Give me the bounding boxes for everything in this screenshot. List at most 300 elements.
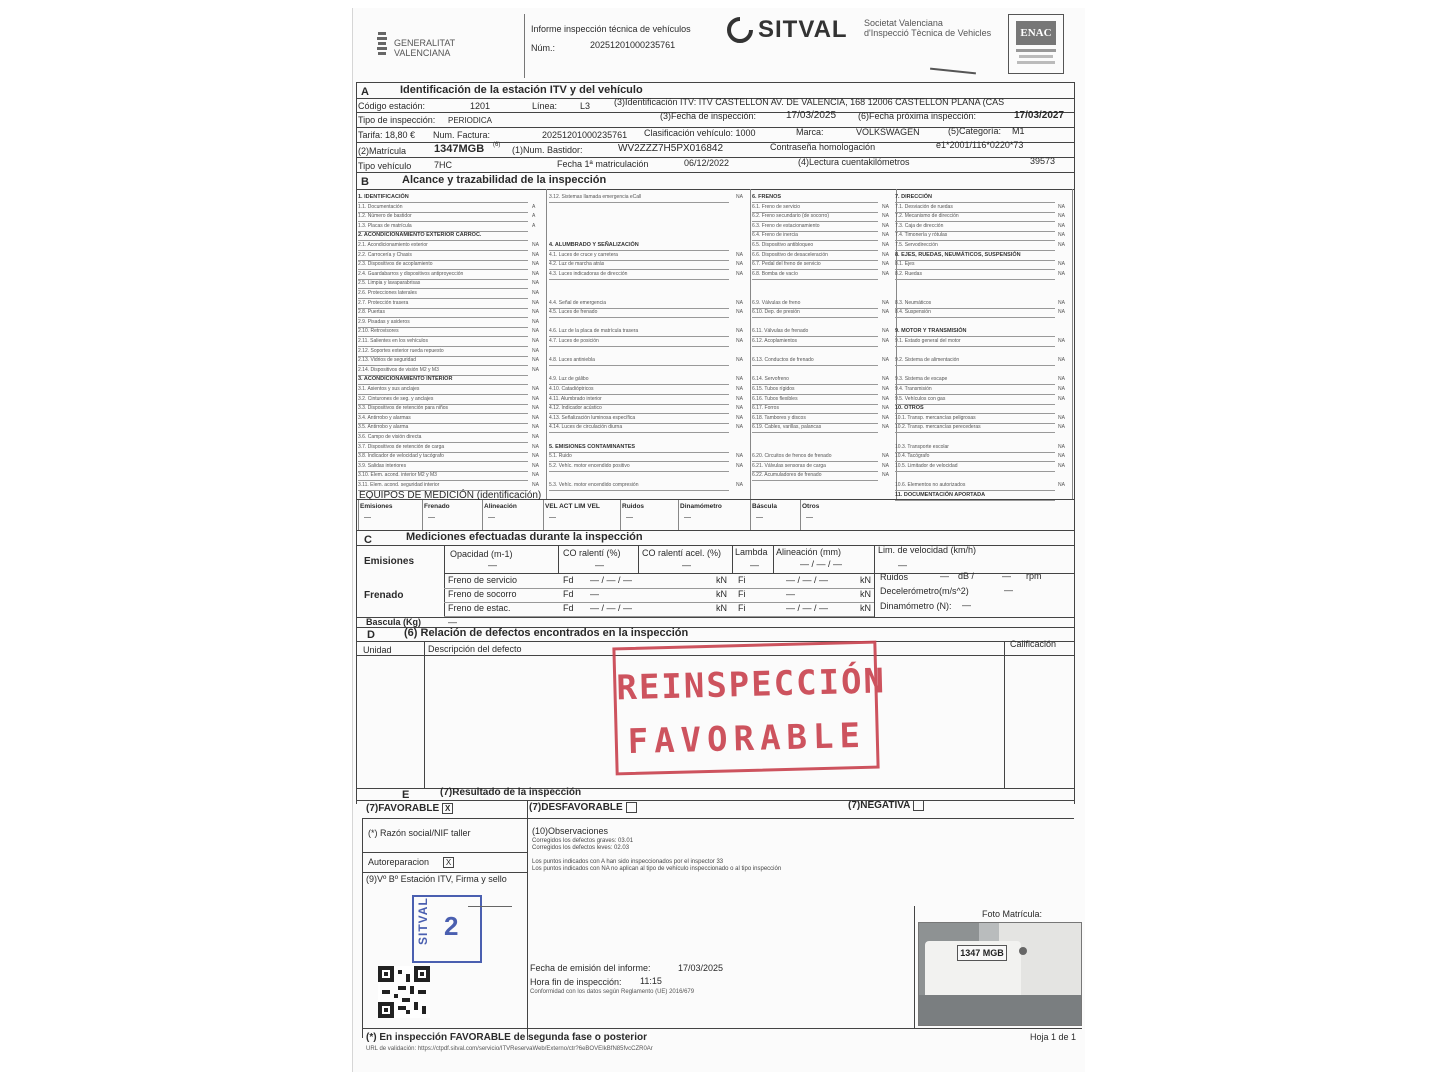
checklist-item: 4.8. Luces antiniebla bbox=[549, 355, 729, 366]
fi-value: — / — / — bbox=[786, 603, 829, 613]
checklist-flag: NA bbox=[532, 462, 539, 469]
checklist-flag: NA bbox=[736, 386, 743, 392]
kn-unit: kN bbox=[716, 575, 727, 585]
checklist-group-heading: 2. ACONDICIONAMIENTO EXTERIOR CARROC. bbox=[358, 230, 528, 241]
equipo-divider bbox=[482, 500, 483, 530]
opacidad-value: — bbox=[488, 560, 497, 570]
checklist-flag: NA bbox=[532, 242, 539, 248]
foto-matricula-label: Foto Matrícula: bbox=[982, 909, 1043, 919]
lim-velocidad-label: Lim. de velocidad (km/h) bbox=[878, 545, 977, 555]
checklist-item: 6.20. Circuitos de frenos de frenado bbox=[752, 451, 878, 462]
bascula-label: Bascula (Kg) bbox=[366, 617, 422, 627]
checklist-item: 3.2. Cinturones de seg. y anclajes bbox=[358, 394, 528, 405]
opacidad-label: Opacidad (m-1) bbox=[450, 549, 513, 559]
checklist-item: 8.4. Suspensión bbox=[895, 307, 1055, 318]
checklist-flag: NA bbox=[532, 299, 539, 306]
contrasena-value: e1*2001/116*0220*73 bbox=[936, 140, 1024, 150]
checklist-item: 2.8. Puertas bbox=[358, 307, 528, 318]
checklist-flag: NA bbox=[1058, 222, 1065, 229]
autoreparacion-label: Autoreparacion X bbox=[368, 857, 454, 868]
kn-unit: kN bbox=[860, 575, 871, 585]
checklist-item: 2.1. Acondicionamiento exterior bbox=[358, 240, 528, 251]
checklist-flag: NA bbox=[736, 482, 743, 488]
checklist-item: 2.2. Carrocería y Chasis bbox=[358, 250, 528, 261]
checklist-flag: NA bbox=[532, 309, 539, 316]
checklist-item: 6.10. Dep. de presión bbox=[752, 307, 878, 318]
checklist-item: 3.10. Elem. acond. interior M2 y M3 bbox=[358, 470, 528, 481]
checklist-item: 9.3. Sistema de escape bbox=[895, 374, 1055, 385]
equipo-medicion-label: Báscula bbox=[752, 503, 777, 510]
checklist-flag: NA bbox=[532, 424, 539, 431]
section-e-letter: E bbox=[402, 789, 410, 801]
generalitat-name: GENERALITAT VALENCIANA bbox=[394, 38, 456, 58]
bastidor-label: (1)Num. Bastidor: bbox=[512, 145, 583, 155]
checklist-item: 1.2. Número de bastidor bbox=[358, 211, 528, 222]
checklist-flag: NA bbox=[882, 222, 889, 229]
checklist-item: 7.3. Caja de dirección bbox=[895, 221, 1055, 232]
checklist-group-heading: 9. MOTOR Y TRANSMISIÓN bbox=[895, 326, 1055, 337]
lectura-km-value: 39573 bbox=[1030, 156, 1056, 166]
decelerometro-value: — bbox=[1004, 585, 1013, 595]
checklist-group-heading: 11. DOCUMENTACIÓN APORTADA bbox=[895, 490, 1055, 501]
checklist-item: 2.10. Retrovisores bbox=[358, 326, 528, 337]
enac-badge: ENAC bbox=[1008, 14, 1064, 74]
checklist-group-heading: 6. FRENOS bbox=[752, 192, 878, 203]
checklist-group-heading: 10. OTROS bbox=[895, 403, 1055, 414]
checklist-flag: NA bbox=[1058, 395, 1065, 402]
checklist-flag: NA bbox=[736, 453, 743, 460]
validation-url[interactable]: URL de validación: https://ctpdf.sitval.com/servicio/ITVReservaWeb/Externo/ctr?6eBOVEIkBfN85fvcCZR0Ar bbox=[366, 1046, 653, 1052]
checklist-flag: NA bbox=[736, 424, 743, 431]
result-favorable[interactable]: (7)FAVORABLE X bbox=[366, 803, 453, 814]
section-c-letter: C bbox=[364, 534, 372, 546]
checklist-flag: NA bbox=[736, 270, 743, 277]
checklist-item: 6.13. Conductos de frenado bbox=[752, 355, 878, 366]
checklist-flag: NA bbox=[882, 357, 889, 364]
contrasena-label: Contraseña homologación bbox=[770, 142, 876, 152]
checklist-flag: NA bbox=[532, 414, 539, 421]
lim-velocidad-value: — bbox=[898, 560, 907, 570]
checklist-item: 4.10. Catadióptricos bbox=[549, 384, 729, 395]
observacion-line: Los puntos indicados con A han sido inspeccionados por el inspector 33 bbox=[532, 859, 724, 865]
equipo-divider bbox=[543, 500, 544, 530]
fecha-proxima-value: 17/03/2027 bbox=[1014, 110, 1065, 121]
defect-calif-header: Calificación bbox=[1010, 639, 1057, 649]
equipo-divider bbox=[678, 500, 679, 530]
checklist-flag: NA bbox=[882, 386, 889, 392]
checklist-item: 9.5. Vehículos con gas bbox=[895, 394, 1055, 405]
checklist-flag: NA bbox=[1058, 203, 1065, 210]
section-c-title: Mediciones efectuadas durante la inspección bbox=[406, 531, 643, 543]
checklist-item: 4.12. Indicador acústico bbox=[549, 403, 729, 414]
checklist-flag: NA bbox=[532, 453, 539, 460]
fi-label: Fi bbox=[738, 575, 746, 585]
section-d-letter: D bbox=[367, 629, 375, 641]
checklist-flag: NA bbox=[882, 328, 889, 335]
checklist-column-divider bbox=[546, 189, 547, 499]
checklist-item: 10.5. Limitador de velocidad bbox=[895, 461, 1055, 472]
checklist-flag: A bbox=[532, 222, 536, 229]
checklist-flag: NA bbox=[532, 366, 539, 373]
dinamometro-value: — bbox=[962, 600, 971, 610]
checklist-flag: NA bbox=[532, 251, 539, 258]
result-desfavorable[interactable]: (7)DESFAVORABLE bbox=[529, 802, 637, 813]
hora-fin-value: 11:15 bbox=[640, 976, 662, 986]
checklist-flag: NA bbox=[1058, 414, 1065, 421]
kn-unit: kN bbox=[716, 589, 727, 599]
co-ralenti-value: — bbox=[595, 560, 604, 570]
favorable-checkbox[interactable]: X bbox=[442, 803, 453, 814]
co-ralenti-acel-value: — bbox=[682, 560, 691, 570]
categoria-label: (5)Categoría: bbox=[948, 126, 1002, 136]
checklist-item: 7.5. Servodirección bbox=[895, 240, 1055, 251]
tipo-inspeccion-label: Tipo de inspección: bbox=[358, 115, 436, 125]
checklist-flag: NA bbox=[532, 347, 539, 354]
checklist-flag: NA bbox=[882, 376, 889, 383]
fecha-emision-value: 17/03/2025 bbox=[678, 963, 724, 973]
checklist-item: 4.13. Señalización luminosa específica bbox=[549, 413, 729, 424]
checklist-flag: NA bbox=[882, 270, 889, 277]
fd-value: — / — / — bbox=[590, 603, 633, 613]
checklist-flag: NA bbox=[882, 299, 889, 306]
brand-subtitle: Societat Valenciana d'Inspecció Tècnica de Vehicles bbox=[864, 18, 992, 38]
checklist-flag: NA bbox=[882, 424, 889, 431]
checklist-item: 3.5. Antirrobo y alarma bbox=[358, 422, 528, 433]
page-number: Hoja 1 de 1 bbox=[1030, 1032, 1077, 1042]
razon-social-label: (*) Razón social/NIF taller bbox=[368, 828, 471, 838]
plate-photo: 1347 MGB bbox=[918, 922, 1082, 1026]
checklist-item: 2.14. Dispositivos de visión M2 y M3 bbox=[358, 365, 528, 376]
checklist-item: 10.3. Transporte escolar bbox=[895, 442, 1055, 453]
equipo-medicion-label: Alineación bbox=[484, 503, 517, 510]
conformidad-note: Conformidad con los datos según Reglamento (UE) 2016/679 bbox=[530, 989, 695, 995]
fecha-inspeccion-label: (3)Fecha de inspección: bbox=[660, 111, 757, 121]
lectura-km-label: (4)Lectura cuentakilómetros bbox=[798, 157, 910, 167]
fecha-proxima-label: (6)Fecha próxima inspección: bbox=[858, 111, 977, 121]
checklist-flag: NA bbox=[882, 251, 889, 258]
checklist-item: 10.6. Elementos no autorizados bbox=[895, 480, 1055, 491]
fd-label: Fd bbox=[563, 589, 574, 599]
matricula-label: (2)Matrícula bbox=[358, 146, 407, 156]
checklist-item: 6.14. Servofreno bbox=[752, 374, 878, 385]
section-b-letter: B bbox=[361, 176, 369, 188]
checklist-flag: NA bbox=[532, 270, 539, 277]
qr-code bbox=[378, 966, 430, 1018]
checklist-flag: NA bbox=[532, 472, 539, 479]
checklist-flag: NA bbox=[736, 299, 743, 306]
result-negativa[interactable]: (7)NEGATIVA bbox=[848, 800, 924, 811]
co-ralenti-label: CO ralentí (%) bbox=[563, 548, 621, 558]
checklist-flag: NA bbox=[532, 395, 539, 402]
checklist-flag: NA bbox=[1058, 376, 1065, 383]
checklist-item: 7.2. Mecanismo de dirección bbox=[895, 211, 1055, 222]
tipo-inspeccion-value: PERIODICA bbox=[448, 116, 493, 125]
checklist-flag: NA bbox=[882, 203, 889, 210]
checklist-item: 2.5. Limpia y lavaparabrisas bbox=[358, 278, 528, 289]
equipo-medicion-label: Otros bbox=[802, 503, 820, 510]
checklist-item: 6.16. Tubos flexibles bbox=[752, 394, 878, 405]
observacion-line: Los puntos indicados con NA no aplican al tipo de vehículo inspeccionado o al tipo inspección bbox=[532, 866, 782, 872]
fi-value: — / — / — bbox=[786, 575, 829, 585]
checklist-item: 3.9. Salidas interiores bbox=[358, 461, 528, 472]
checklist-flag: NA bbox=[1058, 213, 1065, 220]
checklist-item: 4.6. Luz de la placa de matrícula trasera bbox=[549, 326, 729, 337]
checklist-item: 3.1. Asientos y sus anclajes bbox=[358, 384, 528, 395]
checklist-item: 6.19. Cables, varillas, palancas bbox=[752, 422, 878, 433]
checklist-item: 6.2. Freno secundario (de socorro) bbox=[752, 211, 878, 222]
equipo-medicion-label: Dinamómetro bbox=[680, 503, 722, 510]
db-unit: dB / bbox=[958, 571, 975, 581]
equipo-medicion-label: VEL ACT LIM VEL bbox=[545, 503, 600, 510]
checklist-item: 6.9. Válvulas de freno bbox=[752, 298, 878, 309]
emisiones-label: Emisiones bbox=[364, 556, 415, 567]
checklist-flag: NA bbox=[736, 338, 743, 344]
checklist-flag: NA bbox=[1058, 232, 1065, 239]
equipo-divider bbox=[422, 500, 423, 530]
checklist-flag: NA bbox=[1058, 453, 1065, 460]
fecha-inspeccion-value: 17/03/2025 bbox=[786, 110, 837, 121]
dinamometro-label: Dinamómetro (N): bbox=[880, 601, 952, 611]
checklist-item: 2.6. Protecciones laterales bbox=[358, 288, 528, 299]
checklist-flag: NA bbox=[532, 261, 539, 268]
checklist-item: 6.1. Freno de servicio bbox=[752, 202, 878, 213]
checklist-flag: NA bbox=[532, 405, 539, 412]
hora-fin-label: Hora fin de inspección: bbox=[530, 977, 622, 987]
num-label: Núm.: bbox=[531, 43, 556, 53]
checklist-item: 6.5. Dispositivo antibloqueo bbox=[752, 240, 878, 251]
checklist-flag: NA bbox=[1058, 462, 1065, 469]
checklist-item: 2.3. Dispositivos de acoplamiento bbox=[358, 259, 528, 270]
checklist-flag: NA bbox=[882, 338, 889, 344]
fd-value: — bbox=[590, 589, 599, 599]
checklist-flag: NA bbox=[736, 194, 743, 200]
checklist-flag: NA bbox=[882, 414, 889, 421]
section-b-title: Alcance y trazabilidad de la inspección bbox=[402, 174, 607, 186]
observaciones-list bbox=[532, 838, 781, 873]
checklist-item: 3.7. Dispositivos de retención de carga bbox=[358, 442, 528, 453]
marca-label: Marca: bbox=[796, 127, 824, 137]
negativa-checkbox[interactable] bbox=[913, 800, 924, 811]
fi-label: Fi bbox=[738, 589, 746, 599]
checklist-item: 10.1. Transp. mercancías peligrosas bbox=[895, 413, 1055, 424]
checklist-flag: NA bbox=[882, 261, 889, 268]
ruidos-value: — bbox=[940, 571, 949, 581]
checklist-flag: NA bbox=[532, 434, 539, 440]
fd-label: Fd bbox=[563, 575, 574, 585]
kn-unit: kN bbox=[860, 603, 871, 613]
section-e-title: (7)Resultado de la inspección bbox=[440, 787, 582, 798]
checklist-flag: NA bbox=[532, 338, 539, 344]
checklist-item: 5.1. Ruido bbox=[549, 451, 729, 462]
checklist-item: 4.1. Luces de cruce y carretera bbox=[549, 250, 729, 261]
equipo-divider bbox=[750, 500, 751, 530]
equipo-divider bbox=[358, 500, 359, 530]
itv-identification: (3)Identificación ITV: ITV CASTELLON AV. DE VALENCIA, 168 12006 CASTELLON PLANA (CAS bbox=[614, 97, 1005, 107]
checklist-flag: NA bbox=[1058, 424, 1065, 431]
checklist-item: 3.12. Sistemas llamada emergencia eCall bbox=[549, 192, 729, 203]
vb-estacion-label: (9)Vº Bº Estación ITV, Firma y sello bbox=[366, 874, 507, 884]
checklist-flag: NA bbox=[1058, 338, 1065, 344]
freno-row-label: Freno de servicio bbox=[448, 575, 518, 585]
checklist-item: 2.11. Salientes en los vehículos bbox=[358, 336, 528, 347]
checklist-flag: NA bbox=[1058, 357, 1065, 364]
equipos-medicion-label: EQUIPOS DE MEDICIÓN (identificación) bbox=[359, 490, 542, 501]
checklist-item: 6.3. Freno de estacionamiento bbox=[752, 221, 878, 232]
checklist-flag: NA bbox=[532, 386, 539, 392]
checklist-item: 2.7. Protección trasera bbox=[358, 298, 528, 309]
checklist-item: 9.2. Sistema de alimentación bbox=[895, 355, 1055, 366]
desfavorable-checkbox[interactable] bbox=[626, 802, 637, 813]
checklist-column-divider bbox=[1072, 189, 1073, 499]
categoria-value: M1 bbox=[1012, 126, 1025, 136]
equipo-value: — bbox=[428, 514, 435, 521]
checklist-flag: NA bbox=[736, 414, 743, 421]
checklist-flag: NA bbox=[532, 443, 539, 450]
checklist-item: 10.4. Tacógrafo bbox=[895, 451, 1055, 462]
clasificacion-vehiculo: Clasificación vehículo: 1000 bbox=[644, 128, 756, 138]
freno-row-label: Freno de socorro bbox=[448, 589, 517, 599]
equipo-divider bbox=[800, 500, 801, 530]
lambda-label: Lambda bbox=[735, 547, 768, 557]
checklist-flag: NA bbox=[1058, 242, 1065, 248]
checklist-item: 4.9. Luz de gálibo bbox=[549, 374, 729, 385]
equipo-value: — bbox=[756, 514, 763, 521]
observacion-line bbox=[532, 852, 781, 859]
bascula-value: — bbox=[448, 617, 457, 627]
linea-value: L3 bbox=[580, 101, 591, 111]
tipo-vehiculo-label: Tipo vehículo bbox=[358, 161, 412, 171]
checklist-item: 3.4. Antirrobo y alarmas bbox=[358, 413, 528, 424]
rpm-value: — bbox=[1002, 571, 1011, 581]
fi-value: — bbox=[786, 589, 795, 599]
checklist-flag: NA bbox=[1058, 482, 1065, 488]
station-seal: SITVAL 2 bbox=[412, 895, 482, 963]
checklist-item: 6.7. Pedal del freno de servicio bbox=[752, 259, 878, 270]
checklist-flag: NA bbox=[532, 280, 539, 287]
checklist-flag: NA bbox=[882, 472, 889, 479]
checklist-item: 6.15. Tubos rígidos bbox=[752, 384, 878, 395]
fi-label: Fi bbox=[738, 603, 746, 613]
checklist-item: 4.3. Luces indicadoras de dirección bbox=[549, 269, 729, 280]
checklist-item: 1.1. Documentación bbox=[358, 202, 528, 213]
checklist-item: 6.18. Tambores y discos bbox=[752, 413, 878, 424]
checklist-flag: NA bbox=[1058, 261, 1065, 268]
tarifa: Tarifa: 18,80 € bbox=[358, 130, 416, 140]
section-a-title: Identificación de la estación ITV y del vehículo bbox=[400, 84, 643, 96]
checklist-flag: NA bbox=[1058, 386, 1065, 392]
checklist-item: 4.7. Luces de posición bbox=[549, 336, 729, 347]
num-factura-label: Num. Factura: bbox=[433, 130, 491, 140]
equipo-value: — bbox=[626, 514, 633, 521]
checklist-flag: NA bbox=[882, 213, 889, 220]
checklist-group-heading: 3. ACONDICIONAMIENTO INTERIOR bbox=[358, 374, 528, 385]
checklist-flag: NA bbox=[1058, 443, 1065, 450]
fd-label: Fd bbox=[563, 603, 574, 613]
matricula-value: 1347MGB bbox=[434, 143, 485, 155]
codigo-estacion-value: 1201 bbox=[470, 101, 491, 111]
checklist-item: 6.17. Forros bbox=[752, 403, 878, 414]
checklist-group-heading: 1. IDENTIFICACIÓN bbox=[358, 192, 528, 203]
checklist-flag: A bbox=[532, 203, 536, 210]
checklist-flag: NA bbox=[532, 290, 539, 296]
reinspection-stamp: REINSPECCIÓN FAVORABLE bbox=[612, 641, 879, 776]
checklist-item: 4.5. Luces de frenado bbox=[549, 307, 729, 318]
checklist-item: 4.4. Señal de emergencia bbox=[549, 298, 729, 309]
linea-label: Línea: bbox=[532, 101, 558, 111]
checklist-flag: NA bbox=[882, 405, 889, 412]
freno-row-label: Freno de estac. bbox=[448, 603, 511, 613]
decelerometro-label: Decelerómetro(m/s^2) bbox=[880, 586, 969, 596]
checklist-item: 6.4. Freno de inercia bbox=[752, 230, 878, 241]
checklist-column-divider bbox=[750, 189, 751, 499]
checklist-flag: NA bbox=[736, 251, 743, 258]
kn-unit: kN bbox=[860, 589, 871, 599]
checklist-flag: NA bbox=[1058, 309, 1065, 316]
section-d-title: (6) Relación de defectos encontrados en la inspección bbox=[404, 627, 689, 639]
brand-name: SITVAL bbox=[758, 16, 848, 43]
generalitat-logo-icon bbox=[374, 30, 390, 65]
checklist-flag: NA bbox=[532, 328, 539, 335]
checklist-flag: NA bbox=[736, 405, 743, 412]
checklist-item: 3.6. Campo de visión directa bbox=[358, 432, 528, 443]
checklist-flag: NA bbox=[736, 462, 743, 469]
sitval-logo-icon bbox=[726, 16, 754, 49]
equipo-value: — bbox=[488, 514, 495, 521]
alineacion-label: Alineación (mm) bbox=[776, 547, 842, 557]
checklist-item: 2.13. Vidrios de seguridad bbox=[358, 355, 528, 366]
checklist-flag: NA bbox=[736, 395, 743, 402]
checklist-item: 2.12. Soportes exterior rueda repuesto bbox=[358, 346, 528, 357]
kn-unit: kN bbox=[716, 603, 727, 613]
codigo-estacion-label: Código estación: bbox=[358, 101, 426, 111]
checklist-item: 1.3. Placas de matrícula bbox=[358, 221, 528, 232]
section-a-letter: A bbox=[361, 86, 369, 98]
checklist-flag: NA bbox=[1058, 270, 1065, 277]
checklist-item: 2.9. Pisadas y asideros bbox=[358, 317, 528, 328]
autoreparacion-checkbox[interactable]: X bbox=[443, 857, 454, 868]
checklist-flag: NA bbox=[736, 328, 743, 335]
equipo-medicion-label: Emisiones bbox=[360, 503, 393, 510]
checklist-item: 6.11. Válvulas de frenado bbox=[752, 326, 878, 337]
checklist-group-heading: 7. DIRECCIÓN bbox=[895, 192, 1055, 203]
checklist-item: 2.4. Guardabarros y dispositivos antiproyección bbox=[358, 269, 528, 280]
fecha-matriculacion-label: Fecha 1ª matriculación bbox=[557, 159, 649, 169]
checklist-item: 4.2. Luz de marcha atrás bbox=[549, 259, 729, 270]
checklist-item: 3.8. Indicador de velocidad y tacógrafo bbox=[358, 451, 528, 462]
checklist-flag: NA bbox=[736, 261, 743, 268]
checklist-item: 6.21. Válvulas sensoras de carga bbox=[752, 461, 878, 472]
fd-value: — / — / — bbox=[590, 575, 633, 585]
checklist-item: 6.6. Dispositivo de desaceleración bbox=[752, 250, 878, 261]
report-number: 20251201000235761 bbox=[590, 40, 676, 50]
checklist-flag: NA bbox=[532, 357, 539, 364]
checklist-flag: NA bbox=[532, 482, 539, 488]
equipo-value: — bbox=[684, 514, 691, 521]
marca-value: VOLKSWAGEN bbox=[856, 127, 920, 137]
checklist-item: 7.1. Desviación de ruedas bbox=[895, 202, 1055, 213]
signature-line bbox=[468, 906, 512, 907]
checklist-group-heading: 4. ALUMBRADO Y SEÑALIZACIÓN bbox=[549, 240, 729, 251]
checklist-item: 3.3. Dispositivos de retención para niños bbox=[358, 403, 528, 414]
checklist-item: 9.1. Estado general del motor bbox=[895, 336, 1055, 347]
equipo-value: — bbox=[364, 514, 371, 521]
equipo-medicion-label: Ruidos bbox=[622, 503, 645, 510]
checklist-item: 7.4. Timonería y rótulas bbox=[895, 230, 1055, 241]
checklist-flag: NA bbox=[736, 376, 743, 383]
lambda-value: — bbox=[750, 560, 759, 570]
observacion-line: Corregidos los defectos graves: 03.01 bbox=[532, 838, 634, 844]
checklist-flag: NA bbox=[882, 309, 889, 316]
